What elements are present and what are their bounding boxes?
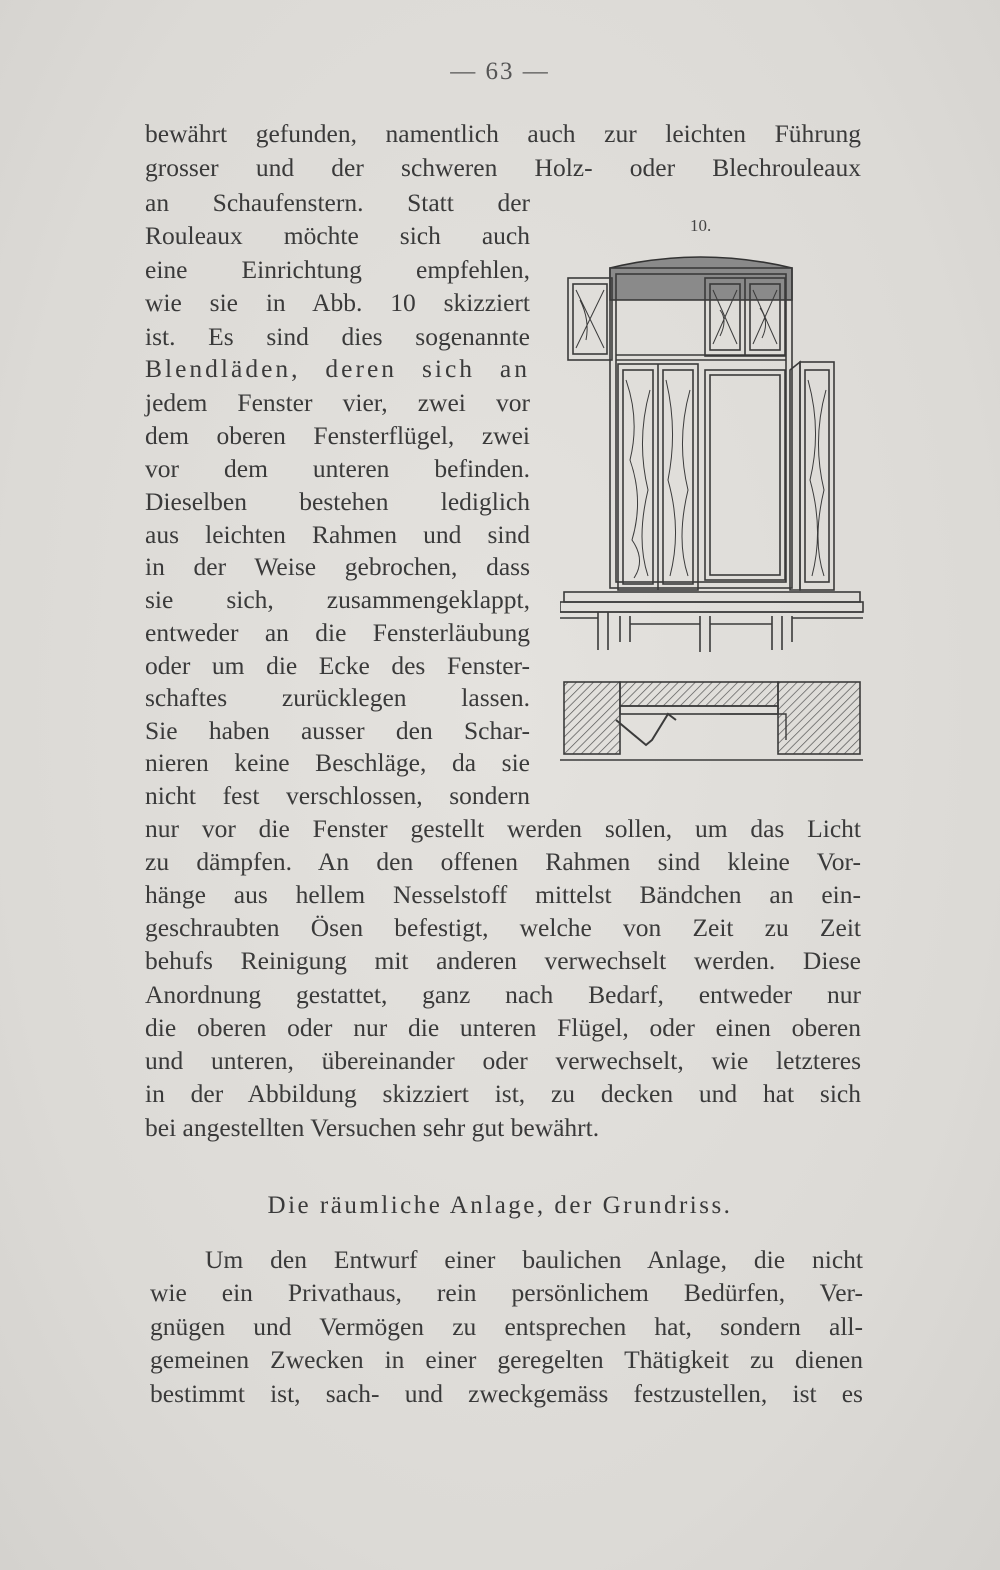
- figure-label: 10.: [690, 216, 712, 235]
- text-line: sie sich, zusammengeklappt,: [145, 585, 530, 614]
- text-line: und unteren, übereinander oder verwechselt, wie letzteres: [145, 1046, 861, 1075]
- text-line: dem oberen Fensterflügel, zwei: [145, 421, 530, 450]
- text-line: jedem Fenster vier, zwei vor: [145, 388, 530, 417]
- text-line: bei angestellten Versuchen sehr gut bewährt.: [145, 1113, 600, 1142]
- text-line: entweder an die Fensterläubung: [145, 618, 530, 647]
- text-line: oder um die Ecke des Fenster-: [145, 651, 530, 680]
- text-line: Sie haben ausser den Schar-: [145, 716, 530, 745]
- text-line: Dieselben bestehen lediglich: [145, 487, 530, 516]
- text-line: Um den Entwurf einer baulichen Anlage, die nicht: [205, 1245, 863, 1274]
- text-line: behufs Reinigung mit anderen verwechselt werden. Diese: [145, 946, 861, 975]
- text-line: ist. Es sind dies sogenannte: [145, 322, 530, 351]
- window-shutters-illustration: [560, 240, 865, 780]
- text-line: Rouleaux möchte sich auch: [145, 221, 530, 250]
- text-line: nieren keine Beschläge, da sie: [145, 748, 530, 777]
- text-line: in der Weise gebrochen, dass: [145, 552, 530, 581]
- text-line: bestimmt ist, sach- und zweckgemäss festzustellen, ist es: [150, 1379, 863, 1408]
- text-line: an Schaufenstern. Statt der: [145, 188, 530, 217]
- text-line: gemeinen Zwecken in einer geregelten Thätigkeit zu dienen: [150, 1345, 863, 1374]
- text-line: hänge aus hellem Nesselstoff mittelst Bändchen an ein-: [145, 880, 861, 909]
- text-line: vor dem unteren befinden.: [145, 454, 530, 483]
- text-line: aus leichten Rahmen und sind: [145, 520, 530, 549]
- text-line: nicht fest verschlossen, sondern: [145, 781, 530, 810]
- text-line: wie ein Privathaus, rein persönlichem Bedürfen, Ver-: [150, 1278, 863, 1307]
- text-line: zu dämpfen. An den offenen Rahmen sind kleine Vor-: [145, 847, 861, 876]
- text-line: geschraubten Ösen befestigt, welche von Zeit zu Zeit: [145, 913, 861, 942]
- text-line: gnügen und Vermögen zu entsprechen hat, sondern all-: [150, 1312, 863, 1341]
- text-line: bewährt gefunden, namentlich auch zur leichten Führung: [145, 119, 861, 148]
- text-line: nur vor die Fenster gestellt werden sollen, um das Licht: [145, 814, 861, 843]
- text-line: Anordnung gestattet, ganz nach Bedarf, entweder nur: [145, 980, 861, 1009]
- text-line: grosser und der schweren Holz- oder Blechrouleaux: [145, 153, 861, 182]
- section-heading: Die räumliche Anlage, der Grundriss.: [267, 1192, 733, 1219]
- text-line: in der Abbildung skizziert ist, zu decken und hat sich: [145, 1079, 861, 1108]
- text-line: wie sie in Abb. 10 skizziert: [145, 288, 530, 317]
- text-line: schaftes zurücklegen lassen.: [145, 683, 530, 712]
- page-number: — 63 —: [450, 58, 550, 85]
- text-line: Blendläden, deren sich an: [145, 354, 530, 383]
- text-line: die oberen oder nur die unteren Flügel, oder einen oberen: [145, 1013, 861, 1042]
- text-line: eine Einrichtung empfehlen,: [145, 255, 530, 284]
